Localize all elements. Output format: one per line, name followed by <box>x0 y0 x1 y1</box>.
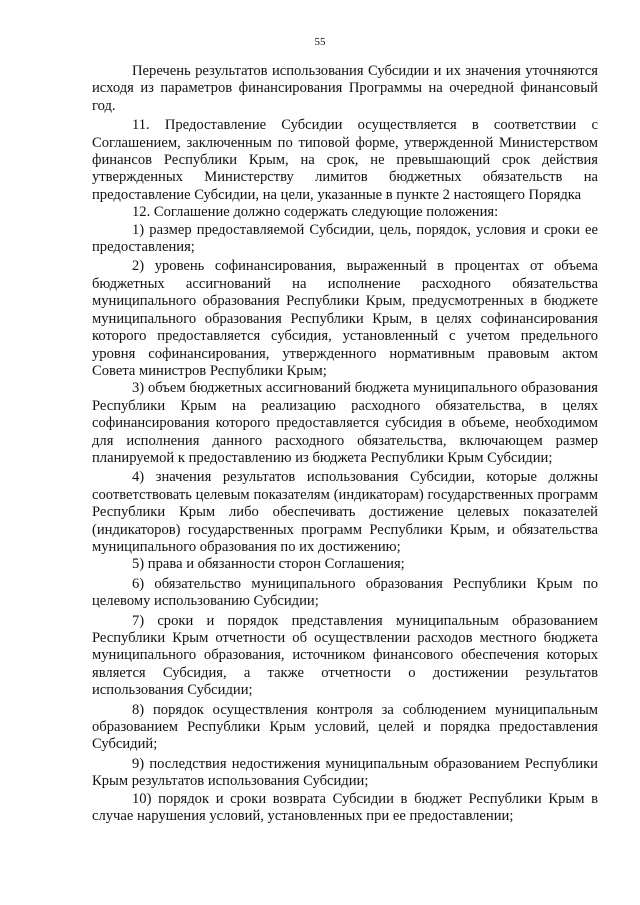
paragraph-item-11: 11. Предоставление Субсидии осуществляется в соответствии с Соглашением, заключенным по типовой форме, утвержденной Министерством финансов Республики Крым, на срок, не превышающий срок действия утвержденных Министерству лимитов бюджетных обязательств на предоставление Субсидии, на цели, указанные в пункте 2 настоящего Порядка <box>92 117 598 203</box>
paragraph-subitem-5: 5) права и обязанности сторон Соглашения; <box>132 556 405 573</box>
paragraph-subitem-3: 3) объем бюджетных ассигнований бюджета муниципального образования Республики Крым на реализацию расходного обязательства, в целях софинансирования которого предоставляется субсидия в объеме, необходимом для исполнения данного расходного обязательства, включающем размер планируемой к предоставлению из бюджета Республики Крым Субсидии; <box>92 380 598 466</box>
paragraph-subitem-9: 9) последствия недостижения муниципальным образованием Республики Крым результатов использования Субсидии; <box>92 755 598 790</box>
page-number: 55 <box>314 36 326 48</box>
paragraph-item-12: 12. Соглашение должно содержать следующие положения: <box>132 204 499 221</box>
document-body <box>92 63 598 825</box>
paragraph-results-list: Перечень результатов использования Субсидии и их значения уточняются исходя из параметров финансирования Программы на очередной финансовый год. <box>92 63 598 114</box>
paragraph-subitem-7: 7) сроки и порядок представления муниципальным образованием Республики Крым отчетности об осуществлении расходов местного бюджета муниципального образования, источником финансового обеспечения которых является Субсидия, а также отчетности о достижении результатов использования Субсидии; <box>92 612 598 699</box>
paragraph-subitem-1: 1) размер предоставляемой Субсидии, цель, порядок, условия и сроки ее предоставления; <box>92 221 598 256</box>
paragraph-subitem-4: 4) значения результатов использования Субсидии, которые должны соответствовать целевым показателям (индикаторам) государственных программ Республики Крым либо обеспечивать достижение целевых показателей (индикаторов) государственных программ Республики Крым, и обязательства муниципального образования по их достижению; <box>92 469 598 555</box>
paragraph-subitem-6: 6) обязательство муниципального образования Республики Крым по целевому использованию Субсидии; <box>92 575 598 610</box>
paragraph-subitem-10: 10) порядок и сроки возврата Субсидии в бюджет Республики Крым в случае нарушения условий, установленных при ее предоставлении; <box>92 790 598 825</box>
paragraph-subitem-8: 8) порядок осуществления контроля за соблюдением муниципальным образованием Республики Крым условий, целей и порядка предоставления Субсидий; <box>92 701 598 753</box>
paragraph-subitem-2: 2) уровень софинансирования, выраженный в процентах от объема бюджетных ассигнований на исполнение расходного обязательства муниципального образования Республики Крым, предусмотренных в бюджете муниципального образования Республики Крым, в целях софинансирования которого предоставляется субсидия, установленный с учетом предельного уровня софинансирования, утвержденного нормативным правовым актом Совета министров Республики Крым; <box>92 258 598 379</box>
